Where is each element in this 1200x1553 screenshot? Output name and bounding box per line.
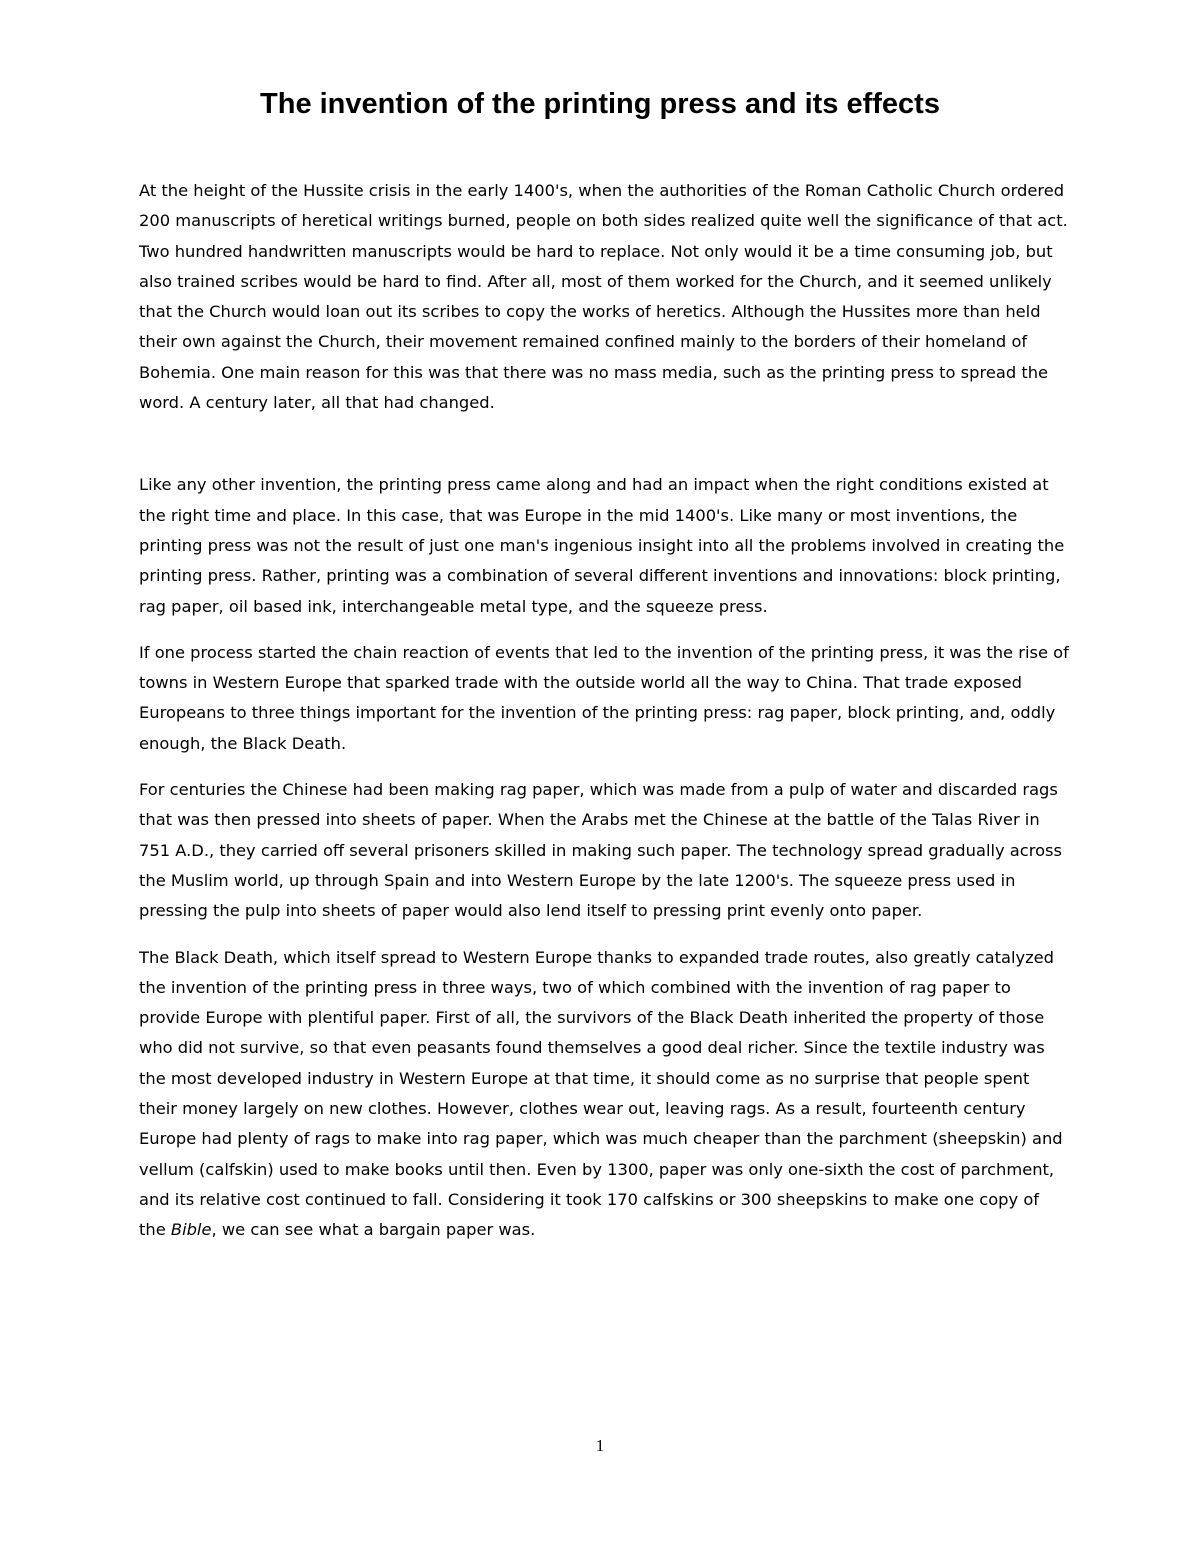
paragraph-black-death-end: , we can see what a bargain paper was. [211, 1220, 536, 1240]
page-title: The invention of the printing press and its effects [260, 88, 940, 120]
paragraph-black-death-text: The Black Death, which itself spread to Western Europe thanks to expanded trade routes, also greatly catalyzed the invention of the printing press in three ways, two of which combined with the invention of rag paper to provide Europe with plentiful paper. First of all, the survivors of the Black Death inherited the property of those who did not survive, so that even peasants found themselves a good deal richer. Since the textile industry was the most developed industry in Western Europe at that time, it should come as no surprise that people spent their money largely on new clothes. However, clothes wear out, leaving rags. As a result, fourteenth century Europe had plenty of rags to make into rag paper, which was much cheaper than the parchment (sheepskin) and vellum (calfskin) used to make books until then. Even by 1300, paper was only one-sixth the cost of parchment, and its relative cost continued to fall. Considering it took 170 calfskins or 300 sheepskins to make one copy of the [139, 947, 1063, 1240]
paragraph-invention-conditions: Like any other invention, the printing press came along and had an impact when the right conditions existed at the right time and place. In this case, that was Europe in the mid 1400's. Like many or most inventions, the printing press was not the result of just one man's ingenious insight into all the problems involved in creating the printing press. Rather, printing was a combination of several different inventions and innovations: block printing, rag paper, oil based ink, interchangeable metal type, and the squeeze press. [139, 475, 1065, 616]
bible-italic: Bible [170, 1220, 212, 1240]
paragraph-rag-paper: For centuries the Chinese had been making rag paper, which was made from a pulp of water and discarded rags that was then pressed into sheets of paper. When the Arabs met the Chinese at the battle of the Talas River in 751 A.D., they carried off several prisoners skilled in making such paper. The technology spread gradually across the Muslim world, up through Spain and into Western Europe by the late 1200's. The squeeze press used in pressing the pulp into sheets of paper would also lend itself to pressing print evenly onto paper. [139, 780, 1062, 921]
paragraph-hussite-crisis: At the height of the Hussite crisis in the early 1400's, when the authorities of the Roman Catholic Church ordered 200 manuscripts of heretical writings burned, people on both sides realized quite well the significance of that act. Two hundred handwritten manuscripts would be hard to replace. Not only would it be a time consuming job, but also trained scribes would be hard to find. After all, most of them worked for the Church, and it seemed unlikely that the Church would loan out its scribes to copy the works of heretics. Although the Hussites more than held their own against the Church, their movement remained confined mainly to the borders of their homeland of Bohemia. One main reason for this was that there was no mass media, such as the printing press to spread the word. A century later, all that had changed. [139, 181, 1068, 413]
paragraph-rise-of-towns: If one process started the chain reaction of events that led to the invention of the printing press, it was the rise of towns in Western Europe that sparked trade with the outside world all the way to China. That trade exposed Europeans to three things important for the invention of the printing press: rag paper, block printing, and, oddly enough, the Black Death. [139, 642, 1069, 753]
paragraph-black-death [139, 943, 1069, 1246]
document-body [139, 176, 1069, 1262]
page-number: 1 [595, 1436, 605, 1455]
